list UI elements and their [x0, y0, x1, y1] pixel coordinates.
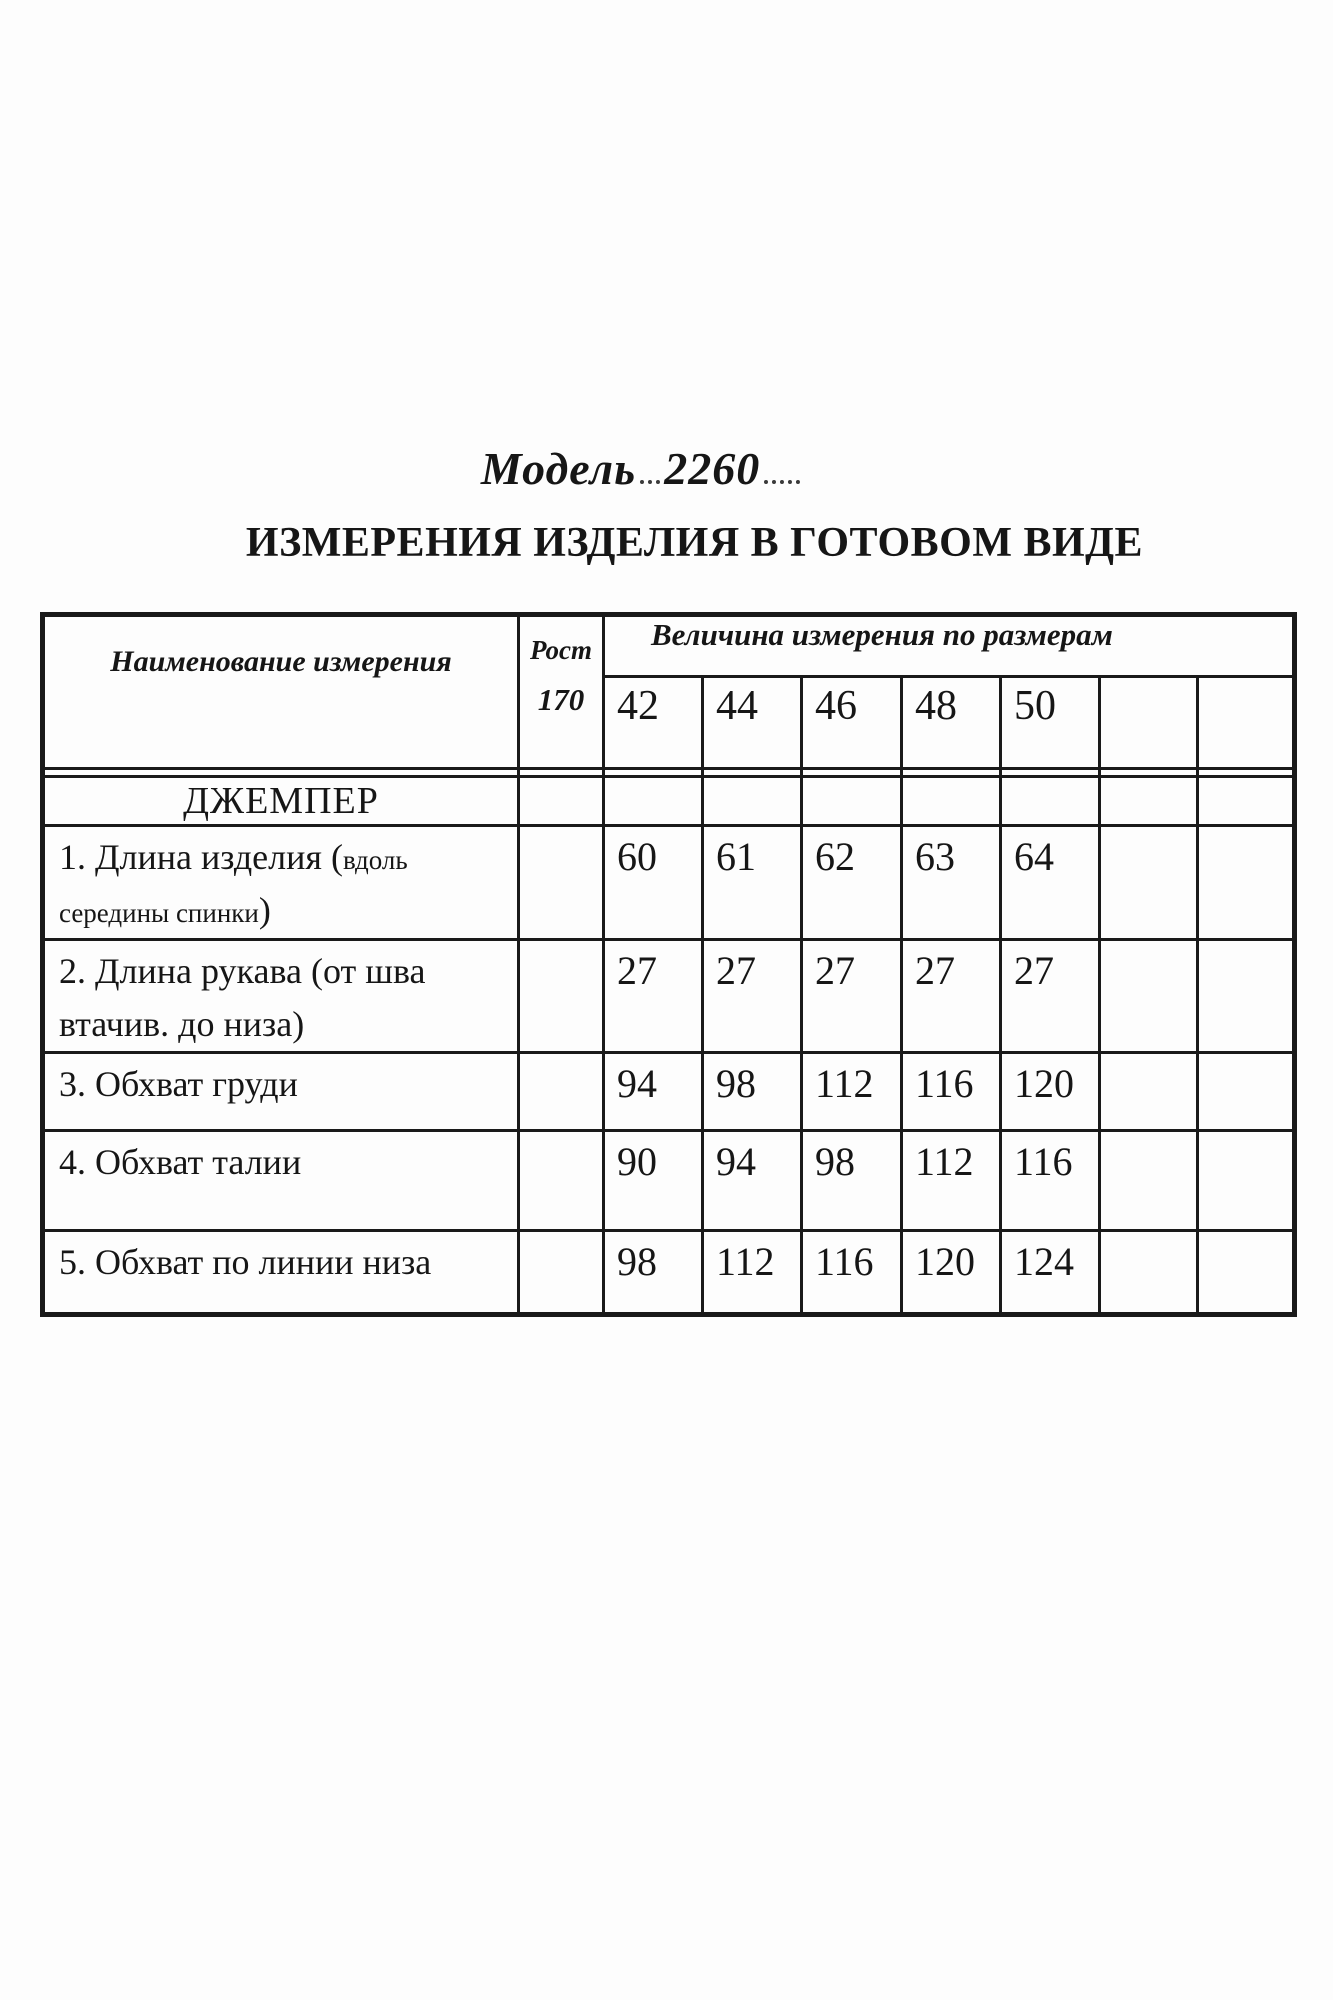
spacer-cell: [703, 769, 802, 777]
measurement-value-cell: 94: [604, 1053, 703, 1131]
empty-cell: [604, 777, 703, 826]
empty-value-cell: [1198, 1053, 1295, 1131]
measurements-table: [40, 612, 1297, 1317]
spacer-cell: [1198, 769, 1295, 777]
measurement-value-cell: 62: [802, 826, 902, 940]
name-column-header: Наименование измерения: [43, 615, 519, 769]
measurement-value-cell: 120: [1001, 1053, 1100, 1131]
measurement-value-cell: 60: [604, 826, 703, 940]
rost-column-header: [519, 615, 604, 769]
spacer-cell: [519, 769, 604, 777]
spacer-cell: [902, 769, 1001, 777]
empty-cell: [1001, 777, 1100, 826]
measurement-value-cell: 61: [703, 826, 802, 940]
empty-cell: [1198, 777, 1295, 826]
spacer-cell: [802, 769, 902, 777]
measurement-value-cell: 120: [902, 1231, 1001, 1315]
table-row: [43, 1131, 1295, 1231]
measurement-value-cell: 63: [902, 826, 1001, 940]
measurement-name-text: 1. Длина изделия (: [59, 837, 343, 877]
measurement-value-cell: 27: [604, 939, 703, 1053]
empty-cell: [519, 777, 604, 826]
empty-cell: [1100, 777, 1198, 826]
rost-label: Рост: [529, 635, 592, 665]
measurement-value-cell: 27: [902, 939, 1001, 1053]
empty-value-cell: [1100, 826, 1198, 940]
spacer-row: [43, 769, 1295, 777]
page-title: ИЗМЕРЕНИЯ ИЗДЕЛИЯ В ГОТОВОМ ВИДЕ: [245, 520, 1144, 566]
measurement-value-cell: 27: [802, 939, 902, 1053]
rost-empty-cell: [519, 826, 604, 940]
spacer-cell: [604, 769, 703, 777]
model-label: Модель: [480, 443, 637, 494]
measurement-name-text: 5. Обхват по линии низа: [59, 1242, 432, 1283]
spacer-cell: [43, 769, 519, 777]
measurement-name-cell: [43, 1231, 519, 1315]
measurement-name-cell: [43, 939, 519, 1053]
empty-value-cell: [1198, 826, 1295, 940]
empty-value-cell: [1100, 1053, 1198, 1131]
size-label-cell: 50: [1001, 677, 1100, 769]
empty-size-cell: [1198, 677, 1295, 769]
model-title: [0, 442, 1309, 495]
empty-value-cell: [1100, 939, 1198, 1053]
empty-value-cell: [1198, 939, 1295, 1053]
table-row: [43, 939, 1295, 1053]
rost-empty-cell: [519, 1053, 604, 1131]
measurement-value-cell: 112: [902, 1131, 1001, 1231]
measurement-value-cell: 116: [1001, 1131, 1100, 1231]
spacer-cell: [1100, 769, 1198, 777]
rost-empty-cell: [519, 1131, 604, 1231]
dotted-leader: [764, 476, 800, 484]
empty-value-cell: [1198, 1131, 1295, 1231]
section-title-cell: ДЖЕМПЕР: [43, 777, 519, 826]
measurement-value-cell: 116: [902, 1053, 1001, 1131]
sizes-span-header: Величина измерения по размерам: [604, 615, 1295, 677]
measurement-value-cell: 116: [802, 1231, 902, 1315]
measurement-value-cell: 98: [703, 1053, 802, 1131]
measurement-value-cell: 98: [604, 1231, 703, 1315]
measurement-name-cell: [43, 826, 519, 940]
model-number: 2260: [664, 443, 761, 494]
section-row: [43, 777, 1295, 826]
empty-value-cell: [1100, 1131, 1198, 1231]
measurement-value-cell: 64: [1001, 826, 1100, 940]
table-header-row: [43, 615, 1295, 677]
measurement-value-cell: 27: [703, 939, 802, 1053]
measurement-name-text: 2. Длина рукава (от шва втачив. до низа): [59, 950, 426, 1044]
rost-value: 170: [537, 682, 585, 717]
measurement-name-cell: [43, 1053, 519, 1131]
empty-cell: [703, 777, 802, 826]
size-label-cell: 48: [902, 677, 1001, 769]
measurement-value-cell: 124: [1001, 1231, 1100, 1315]
measurement-value-cell: 112: [802, 1053, 902, 1131]
size-label-cell: 44: [703, 677, 802, 769]
measurement-name-text: 3. Обхват груди: [59, 1064, 298, 1105]
measurement-name-small-text: вдоль середины спинки: [59, 845, 408, 929]
measurement-name-cell: [43, 1131, 519, 1231]
measurement-value-cell: 90: [604, 1131, 703, 1231]
spacer-cell: [1001, 769, 1100, 777]
table-row: [43, 1231, 1295, 1315]
empty-size-cell: [1100, 677, 1198, 769]
measurement-value-cell: 94: [703, 1131, 802, 1231]
empty-cell: [802, 777, 902, 826]
measurement-name-text: ): [258, 890, 271, 931]
size-label-cell: 46: [802, 677, 902, 769]
rost-empty-cell: [519, 939, 604, 1053]
table-row: [43, 826, 1295, 940]
table-row: [43, 1053, 1295, 1131]
empty-value-cell: [1100, 1231, 1198, 1315]
measurement-name-text: 4. Обхват талии: [59, 1142, 302, 1183]
measurement-value-cell: 98: [802, 1131, 902, 1231]
empty-value-cell: [1198, 1231, 1295, 1315]
measurement-value-cell: 112: [703, 1231, 802, 1315]
empty-cell: [902, 777, 1001, 826]
dotted-leader: [640, 476, 660, 484]
measurement-value-cell: 27: [1001, 939, 1100, 1053]
size-label-cell: 42: [604, 677, 703, 769]
rost-empty-cell: [519, 1231, 604, 1315]
